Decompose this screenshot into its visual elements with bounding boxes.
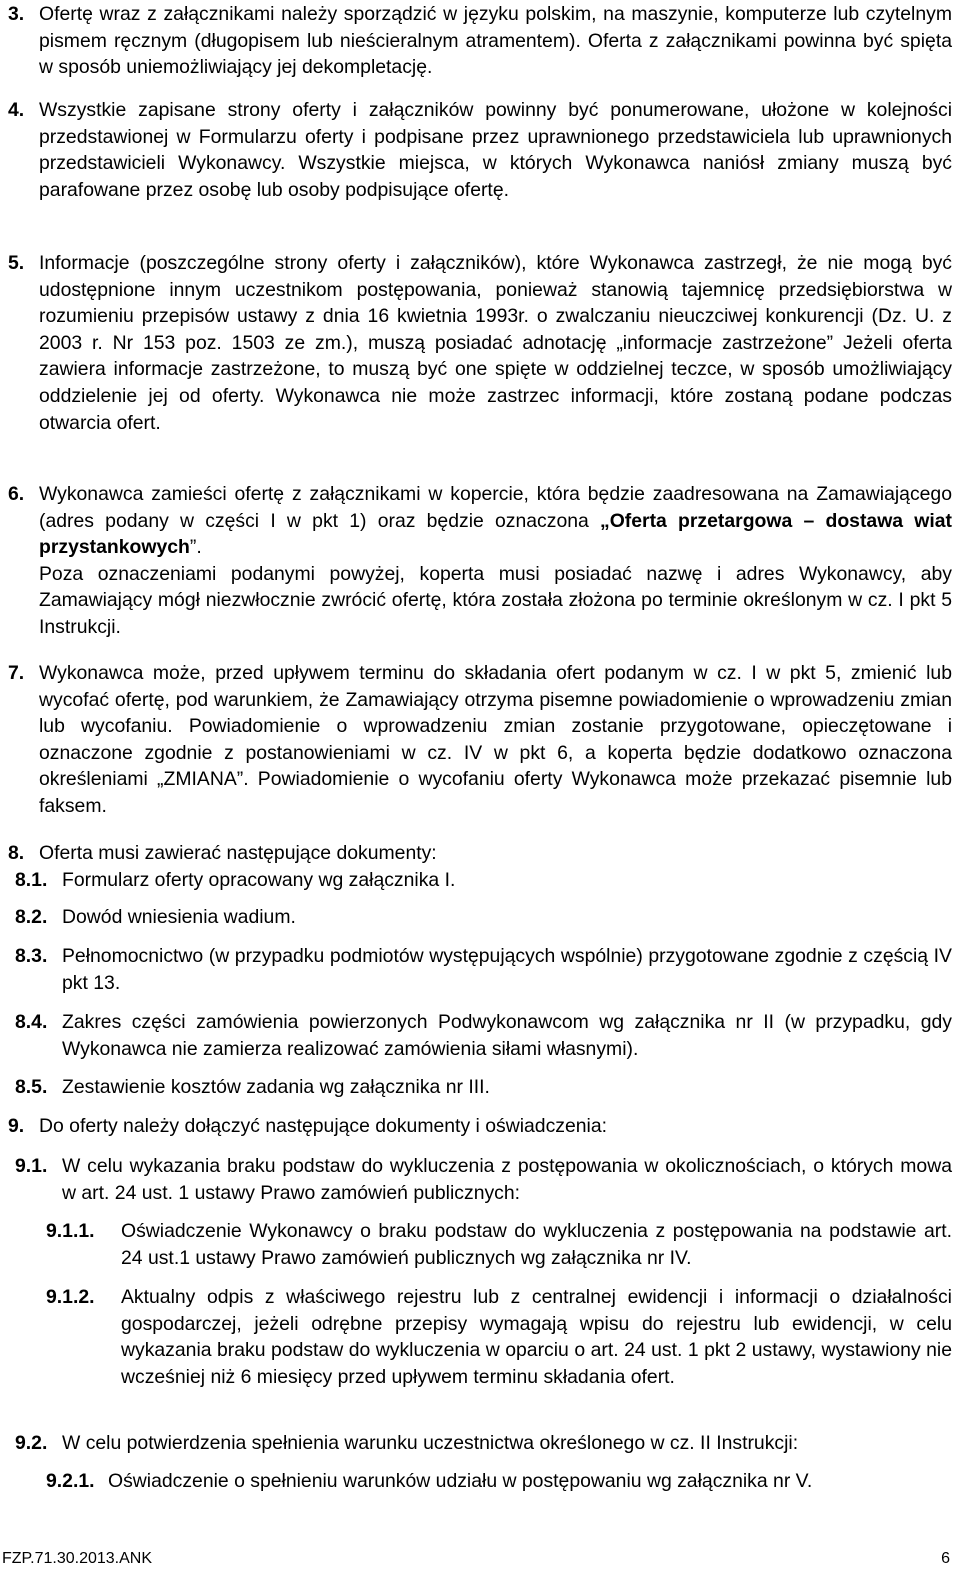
section-text: Formularz oferty opracowany wg załącznika I. — [62, 869, 456, 891]
section-text: Aktualny odpis z właściwego rejestru lub z centralnej ewidencji i informacji o działalności gospodarczej, jeżeli odrębne przepisy wymagają wpisu do rejestru lub ewidencji, w celu wykazania braku podstaw do wykluczenia w oparciu o art. 24 ust. 1 pkt 2 ustawy, wystawiony nie wcześniej niż 6 miesięcy przed upływem terminu składania ofert. — [121, 1286, 952, 1388]
section-text: Oferta musi zawierać następujące dokumenty: — [39, 842, 437, 864]
section-number: 8.5. — [15, 1076, 48, 1098]
section-text: Do oferty należy dołączyć następujące dokumenty i oświadczenia: — [39, 1115, 608, 1137]
section-number: 5. — [8, 252, 25, 274]
footer-reference: FZP.71.30.2013.ANK — [2, 1550, 153, 1567]
section-text: Ofertę wraz z załącznikami należy sporządzić w języku polskim, na maszynie, komputerze lub czytelnym pismem ręcznym (długopisem lub nieścieralnym atramentem). Oferta z załącznikami powinna być spięta w sposób uniemożliwiający jej dekompletację. — [39, 3, 952, 79]
section-text: Wszystkie zapisane strony oferty i załączników powinny być ponumerowane, ułożone w kolejności przedstawionej w Formularzu oferty i podpisane przez uprawnionego przedstawiciela lub uprawnionych przedstawicieli Wykonawcy. Wszystkie miejsca, w których Wykonawca naniósł zmiany muszą być parafowane przez osobę lub osoby podpisujące ofertę. — [39, 99, 952, 201]
section-number: 9.2.1. — [46, 1470, 95, 1492]
page-number: 6 — [941, 1550, 950, 1567]
section-text-paragraph-2: Poza oznaczeniami podanymi powyżej, koperta musi posiadać nazwę i adres Wykonawcy, aby Zamawiający mógł niezwłocznie zwrócić ofertę, która została złożona po terminie określonym w cz. I pkt 5 Instrukcji. — [39, 562, 952, 638]
section-text: Informacje (poszczególne strony oferty i załączników), które Wykonawca zastrzegł, że nie mogą być udostępnione innym uczestnikom postępowania, ponieważ stanowią tajemnicę przedsiębiorstwa w rozumieniu przepisów ustawy z dnia 16 kwietnia 1993r. o zwalczaniu nieuczciwej konkurencji (Dz. U. z 2003 r. Nr 153 poz. 1503 ze zm.), muszą posiadać adnotację „informacje zastrzeżone” Jeżeli oferta zawiera informacje zastrzeżone, to muszą być one spięte w oddzielnej teczce, w sposób umożliwiający oddzielenie jej od oferty. Wykonawca nie może zastrzec informacji, które zostaną podane podczas otwarcia ofert. — [39, 252, 952, 434]
section-number: 9.2. — [15, 1432, 48, 1454]
section-text-part: ”. — [189, 536, 202, 559]
section-number: 8.3. — [15, 945, 48, 967]
section-number: 8. — [8, 842, 25, 864]
section-number: 8.2. — [15, 906, 48, 928]
section-number: 8.4. — [15, 1011, 48, 1033]
section-number: 6. — [8, 483, 25, 505]
section-text: Dowód wniesienia wadium. — [62, 906, 296, 928]
section-number: 9.1.1. — [46, 1220, 95, 1242]
section-text: Wykonawca może, przed upływem terminu do składania ofert podanym w cz. I w pkt 5, zmienić lub wycofać ofertę, pod warunkiem, że Zamawiający otrzyma pisemne powiadomienie o wprowadzeniu zmian lub wycofaniu. Powiadomienie o wprowadzeniu zmian zostanie przygotowane, opieczętowane i oznaczone zgodnie z postanowieniami w cz. IV w pkt 6, a koperta będzie dodatkowo oznaczona określeniami „ZMIANA”. Powiadomienie o wycofaniu oferty Wykonawca może przekazać pisemnie lub faksem. — [39, 662, 952, 817]
envelope-label: „Oferta przetargowa – dostawa wiat przystankowych — [39, 509, 952, 559]
section-number: 9. — [8, 1115, 25, 1137]
section-text: Oświadczenie Wykonawcy o braku podstaw do wykluczenia z postępowania na podstawie art. 24 ust.1 ustawy Prawo zamówień publicznych wg załącznika nr IV. — [121, 1220, 952, 1269]
section-number: 3. — [8, 3, 25, 25]
section-text: Pełnomocnictwo (w przypadku podmiotów występujących wspólnie) przygotowane zgodnie z częścią IV pkt 13. — [62, 945, 952, 994]
section-text: Oświadczenie o spełnieniu warunków udziału w postępowaniu wg załącznika nr V. — [108, 1470, 813, 1492]
section-number: 8.1. — [15, 869, 48, 891]
section-text-part: Wykonawca zamieści ofertę z załącznikami w kopercie, która będzie zaadresowana na Zamawiającego (adres podany w części I w pkt 1) oraz będzie oznaczona — [39, 483, 952, 532]
section-number: 9.1. — [15, 1155, 48, 1177]
section-text: Zestawienie kosztów zadania wg załącznika nr III. — [62, 1076, 490, 1098]
section-number: 4. — [8, 99, 25, 121]
section-text — [39, 481, 952, 641]
section-text: W celu wykazania braku podstaw do wykluczenia z postępowania w okolicznościach, o których mowa w art. 24 ust. 1 ustawy Prawo zamówień publicznych: — [62, 1155, 952, 1204]
section-text: Zakres części zamówienia powierzonych Podwykonawcom wg załącznika nr II (w przypadku, gdy Wykonawca nie zamierza realizować zamówienia siłami własnymi). — [62, 1011, 952, 1060]
section-text: W celu potwierdzenia spełnienia warunku uczestnictwa określonego w cz. II Instrukcji: — [62, 1432, 799, 1454]
section-number: 9.1.2. — [46, 1286, 95, 1308]
section-number: 7. — [8, 662, 25, 684]
